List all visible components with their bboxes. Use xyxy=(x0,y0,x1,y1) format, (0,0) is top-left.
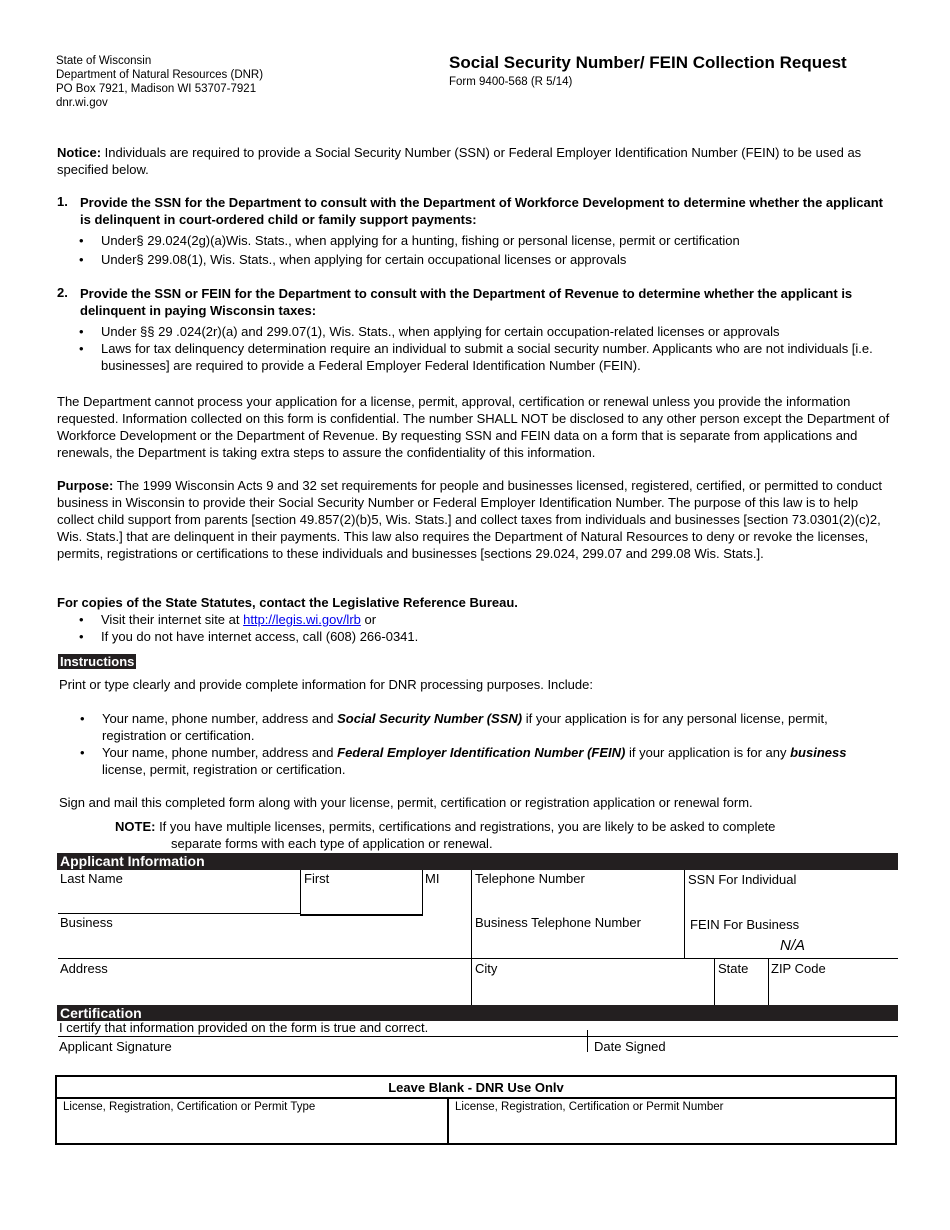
city-field[interactable] xyxy=(473,960,713,1004)
bullet-icon: • xyxy=(80,745,85,760)
address-label: Address xyxy=(60,961,108,976)
instructions-intro xyxy=(59,676,889,693)
bullet-icon: • xyxy=(79,612,84,627)
certification-bar: Certification xyxy=(57,1005,898,1021)
list-item: If you do not have internet access, call (608) 266-0341. xyxy=(101,629,419,644)
date-signed-label: Date Signed xyxy=(594,1039,666,1054)
state-field[interactable] xyxy=(716,960,768,1004)
fein-field[interactable] xyxy=(686,915,898,957)
list-item-emphasis: Federal Employer Identification Number (FEIN) xyxy=(337,745,626,760)
section-1 xyxy=(57,194,897,268)
paragraph-text: The Department cannot process your application for a license, permit, approval, certification or renewal unless you provide the information requested. Information collected on this form is confidential. The number SHALL NOT be disclosed to any other person except the Department of Workforce Development or the Department of Revenue. By requesting SSN and FEIN data on a form that is separate from applications and renewals, the Department is taking extra steps to assure the confidentiality of this information. xyxy=(57,394,890,460)
list-item-emphasis: business xyxy=(790,745,847,760)
address-field[interactable] xyxy=(58,960,470,1004)
list-item: Under§ 299.08(1), Wis. Stats., when applying for certain occupational licenses or approvals xyxy=(101,252,627,267)
last-name-field[interactable] xyxy=(58,870,301,915)
list-item-text: Visit their internet site at xyxy=(101,612,244,627)
form-number: Form 9400-568 (R 5/14) xyxy=(449,76,573,88)
bullet-icon: • xyxy=(79,252,84,267)
agency-line: dnr.wi.gov xyxy=(56,97,108,109)
note xyxy=(115,818,875,852)
first-name-field[interactable] xyxy=(302,870,422,915)
statutes-section xyxy=(57,594,897,645)
paragraph-text: Print or type clearly and provide complete information for DNR processing purposes. Include: xyxy=(59,677,593,692)
section-2 xyxy=(57,285,897,374)
ssn-label: SSN For Individual xyxy=(688,872,797,887)
section-heading: Provide the SSN or FEIN for the Department to consult with the Department of Revenue to determine whether the applicant is delinquent in paying Wisconsin taxes: xyxy=(80,286,853,318)
agency-block xyxy=(56,54,263,110)
list-item-text: Your name, phone number, address and xyxy=(102,745,338,760)
dnr-use-title: Leave Blank - DNR Use Onlv xyxy=(388,1080,564,1095)
city-label: City xyxy=(475,961,498,976)
business-telephone-field[interactable] xyxy=(473,915,683,957)
signature-label: Applicant Signature xyxy=(59,1039,172,1054)
notice xyxy=(57,144,887,178)
notice-text: Individuals are required to provide a Social Security Number (SSN) or Federal Employer Identification Number (FEIN) to be used as specified below. xyxy=(57,145,862,177)
agency-line: State of Wisconsin xyxy=(56,55,152,67)
agency-line: PO Box 7921, Madison WI 53707-7921 xyxy=(56,83,257,95)
telephone-label: Telephone Number xyxy=(475,871,585,886)
first-name-label: First xyxy=(304,871,330,886)
list-item-text: if your application is for any xyxy=(625,745,791,760)
bullet-icon: • xyxy=(79,629,84,644)
list-item-emphasis: Social Security Number (SSN) xyxy=(337,711,523,726)
lrb-link[interactable]: http://legis.wi.gov/lrb xyxy=(243,612,361,627)
purpose-label: Purpose: xyxy=(57,478,114,493)
list-item-text: if your application is for any personal license, permit, registration or certification. xyxy=(102,711,828,743)
bullet-icon: • xyxy=(79,324,84,339)
mi-field[interactable] xyxy=(423,870,471,915)
form-title: Social Security Number/ FEIN Collection Request xyxy=(449,53,847,72)
agency-line: Department of Natural Resources (DNR) xyxy=(56,69,264,81)
list-item: Under §§ 29 .024(2r)(a) and 299.07(1), Wis. Stats., when applying for certain occupation-related licenses or approvals xyxy=(101,324,780,339)
bullet-icon: • xyxy=(80,711,85,726)
note-text: If you have multiple licenses, permits, certifications and registrations, you are likely to be asked to complete xyxy=(155,819,776,834)
list-item-text: or xyxy=(360,612,377,627)
state-label: State xyxy=(718,961,749,976)
instructions-list xyxy=(80,710,850,778)
notice-label: Notice: xyxy=(57,145,102,160)
purpose-text: The 1999 Wisconsin Acts 9 and 32 set requirements for people and businesses licensed, registered, certified, or permitted to conduct business in Wisconsin to provide their Social Security Number or Federal Employer Identification Number. The purpose of this law is to help collect child support from parents [section 49.857(2)(b)5, Wis. Stats.] and collect taxes from individuals and businesses [section 73.0301(2)(c)2, Wis. Stats.] that are delinquent in their payments. This law also requires the Department of Natural Resources to deny or revoke the licenses, permits, registrations or certifications to these individuals and businesses [sections 29.024, 299.07 and 299.08 Wis. Stats.]. xyxy=(57,478,882,561)
business-label: Business xyxy=(60,915,113,930)
bullet-icon: • xyxy=(79,233,84,248)
statutes-heading: For copies of the State Statutes, contact the Legislative Reference Bureau. xyxy=(57,595,518,610)
business-field[interactable] xyxy=(58,915,470,957)
fein-label: FEIN For Business xyxy=(690,917,800,932)
section-heading: Provide the SSN for the Department to consult with the Department of Workforce Development to determine whether the applicant is delinquent in court-ordered child or family support payments: xyxy=(80,195,883,227)
certification-statement: I certify that information provided on the form is true and correct. xyxy=(59,1020,429,1035)
permit-type-label: License, Registration, Certification or Permit Type xyxy=(63,1101,316,1113)
list-item-text: Your name, phone number, address and xyxy=(102,711,338,726)
note-text: separate forms with each type of application or renewal. xyxy=(171,836,493,851)
applicant-information-bar: Applicant Information xyxy=(57,853,898,870)
permit-number-label: License, Registration, Certification or Permit Number xyxy=(455,1101,724,1113)
zip-code-label: ZIP Code xyxy=(771,961,826,976)
note-label: NOTE: xyxy=(115,819,156,834)
confidentiality-paragraph xyxy=(57,393,892,461)
list-item-text: license, permit, registration or certification. xyxy=(102,762,346,777)
purpose-paragraph xyxy=(57,477,897,562)
telephone-field[interactable] xyxy=(473,870,683,913)
signature-field[interactable] xyxy=(58,1037,586,1055)
section-number: 1. xyxy=(57,194,68,209)
date-signed-field[interactable] xyxy=(590,1037,898,1055)
last-name-label: Last Name xyxy=(60,871,123,886)
bullet-icon: • xyxy=(79,341,84,356)
mi-label: MI xyxy=(425,871,440,886)
fein-value: N/A xyxy=(780,937,806,954)
list-item: Laws for tax delinquency determination require an individual to submit a social security number. Applicants who are not individuals [i.e. businesses] are required to provide a Federal Employer Federal Identification Number (FEIN). xyxy=(101,341,873,373)
list-item: Under§ 29.024(2g)(a)Wis. Stats., when applying for a hunting, fishing or personal license, permit or certification xyxy=(101,233,740,248)
ssn-field[interactable] xyxy=(686,870,898,913)
zip-code-field[interactable] xyxy=(770,960,898,1004)
paragraph-text: Sign and mail this completed form along with your license, permit, certification or registration application or renewal form. xyxy=(59,795,753,810)
mail-instruction xyxy=(59,794,889,811)
business-telephone-label: Business Telephone Number xyxy=(475,915,641,930)
section-number: 2. xyxy=(57,285,68,300)
instructions-label: Instructions xyxy=(60,654,135,669)
